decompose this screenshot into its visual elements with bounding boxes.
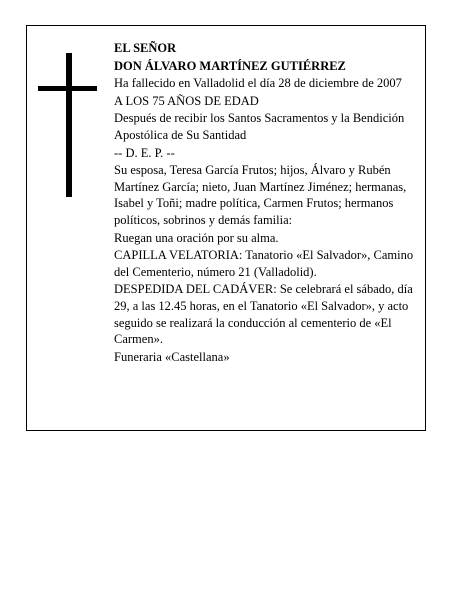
prayer-line: Ruegan una oración por su alma. [114, 230, 279, 245]
age-line: A LOS 75 AÑOS DE EDAD [114, 93, 259, 108]
death-info: Ha fallecido en Valladolid el día 28 de diciembre de 2007 [114, 76, 402, 91]
family-paragraph: Su esposa, Teresa García Frutos; hijos, Álvaro y Rubén Martínez García; nieto, Juan Martínez Jiménez; hermanas, Isabel y Toñi; madre política, Carmen Frutos; hermanos políticos, sobrinos y demás familia: [114, 163, 407, 227]
farewell-paragraph: DESPEDIDA DEL CADÁVER: Se celebrará el sábado, día 29, a las 12.45 horas, en el Tanatorio «El Salvador», y acto seguido se realizará la conducción al cementerio de «El Carmen». [114, 282, 413, 347]
notice-text [114, 40, 418, 366]
deceased-name: DON ÁLVARO MARTÍNEZ GUTIÉRREZ [114, 58, 346, 73]
cross-icon-crossbar [38, 86, 97, 91]
obituary-notice [26, 25, 426, 431]
rip-line: -- D. E. P. -- [114, 145, 175, 160]
title-line-1: EL SEÑOR [114, 41, 177, 55]
chapel-paragraph: CAPILLA VELATORIA: Tanatorio «El Salvador», Camino del Cementerio, número 21 (Valladolid). [114, 248, 414, 279]
sacraments-line: Después de recibir los Santos Sacramentos y la Bendición Apostólica de Su Santidad [114, 111, 405, 142]
cross-icon [66, 53, 72, 197]
funeral-home-line: Funeraria «Castellana» [114, 349, 230, 364]
